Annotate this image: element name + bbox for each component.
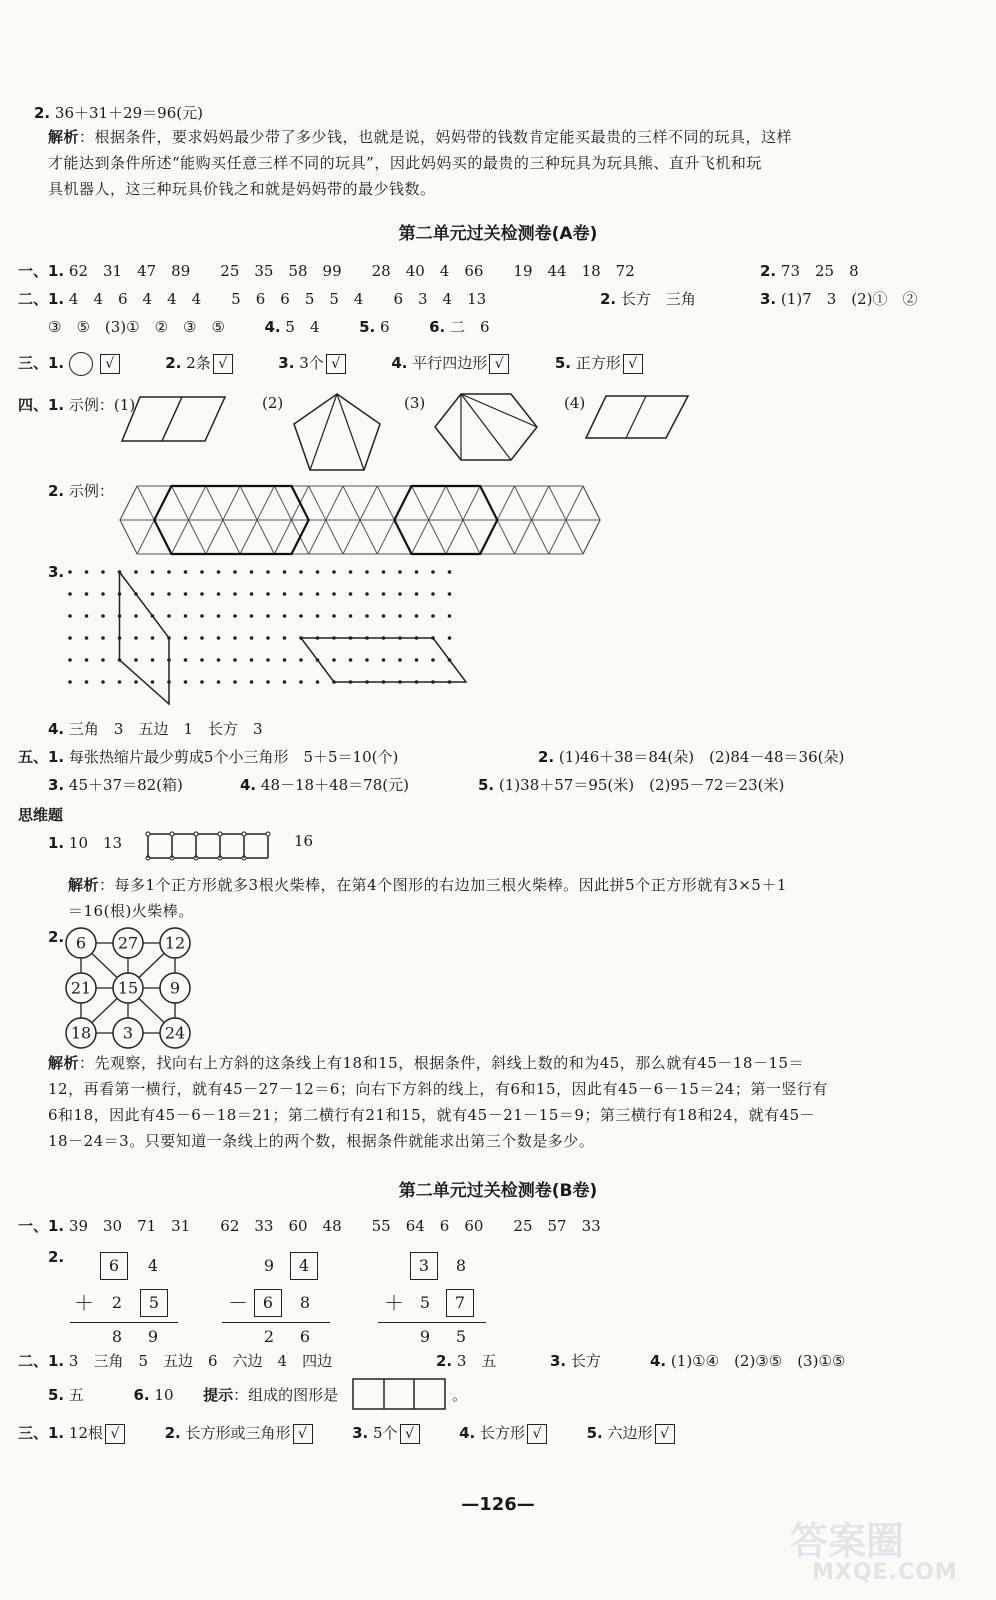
- row-head: 一、1.: [18, 1217, 65, 1235]
- answer: 6: [380, 318, 390, 336]
- answer: 3 三角 5 五边 6 六边 4 四边: [68, 1352, 333, 1370]
- analysis-line: 18－24＝3。只要知道一条线上的两个数，根据条件就能求出第三个数是多少。: [48, 1132, 595, 1150]
- question-number: 2.: [48, 928, 65, 946]
- row-values: 62 31 47 89 25 35 58 99 28 40 4 66 19 44 18 72: [68, 262, 635, 280]
- digit: 8: [111, 1327, 123, 1346]
- check-box: √: [489, 354, 509, 374]
- section-a-title: 第二单元过关检测卷(A卷): [398, 224, 598, 244]
- svg-text:18: 18: [70, 1023, 92, 1043]
- svg-text:21: 21: [70, 978, 92, 998]
- answer: 5个: [373, 1424, 398, 1442]
- a-row-2-q2: [600, 288, 696, 309]
- analysis-line: ＝16(根)火柴棒。: [68, 902, 194, 920]
- period: 。: [452, 1386, 468, 1404]
- svg-text:24: 24: [164, 1023, 186, 1043]
- a-row-9: [18, 746, 398, 767]
- watermark-logo: 答案圈: [790, 1519, 905, 1563]
- row-head: 二、1.: [18, 290, 65, 308]
- answer: 二 6: [450, 318, 490, 336]
- a-row-8: [48, 718, 263, 739]
- answer: 长方: [570, 1352, 601, 1370]
- operator: ＋: [74, 1291, 94, 1315]
- analysis-line: 6和18，因此有45－6－18＝21；第二横行有21和15，就有45－21－15＝9；第三横行有18和24，就有45－: [48, 1106, 816, 1124]
- digit: 6: [299, 1327, 311, 1346]
- analysis-line: 才能达到条件所述“能购买任意三样不同的玩具”，因此妈妈买的最贵的三种玩具为玩具熊、直升飞机和玩: [48, 154, 762, 172]
- answer-box: 6: [254, 1289, 282, 1317]
- answer: 三角 3 五边 1 长方 3: [68, 720, 263, 738]
- digit: 5: [455, 1327, 467, 1346]
- b-row-4: [48, 1384, 338, 1405]
- figure-parallelogram-split-2: [584, 394, 690, 440]
- matchstick-squares: [146, 830, 276, 864]
- row-head: 五、1.: [18, 748, 65, 766]
- a-row-10-q5: [478, 774, 784, 795]
- row-head: 二、1.: [18, 1352, 65, 1370]
- answer: 3个: [299, 354, 324, 372]
- b-row-5: [18, 1422, 675, 1444]
- a-row-6: [48, 480, 114, 501]
- grid-number-node: [66, 928, 96, 958]
- check-box: √: [213, 354, 233, 374]
- svg-text:12: 12: [164, 933, 186, 953]
- a-row-5-head: [18, 394, 135, 415]
- hint-label: 提示: [203, 1386, 234, 1404]
- grid-number-node: [66, 1018, 96, 1048]
- composed-rectangle-figure: [352, 1378, 448, 1410]
- operator: ＋: [384, 1291, 404, 1315]
- sum-line: [378, 1322, 486, 1323]
- question-number: 4.: [240, 776, 257, 794]
- question-number: 5.: [478, 776, 495, 794]
- question-number: 4.: [264, 318, 281, 336]
- question-number: 4.: [391, 354, 408, 372]
- row-head: 四、1.: [18, 396, 65, 414]
- section-b-title: 第二单元过关检测卷(B卷): [398, 1181, 598, 1201]
- grid-number-node: [113, 973, 143, 1003]
- answer: 长方 三角: [620, 290, 696, 308]
- check-box: √: [105, 1424, 125, 1444]
- digit: 5: [419, 1293, 431, 1312]
- triangle-strip: [120, 484, 605, 554]
- row-head: 三、1.: [18, 1424, 65, 1442]
- figure-label: (4): [564, 394, 586, 412]
- analysis-line: 具机器人，这三种玩具价钱之和就是妈妈带的最少钱数。: [48, 180, 436, 198]
- digit: 8: [455, 1256, 467, 1275]
- b-row-3-q2: [436, 1350, 496, 1371]
- question-number: 6.: [429, 318, 446, 336]
- question-number: 3.: [48, 776, 65, 794]
- question-number: 2.: [165, 354, 182, 372]
- check-box: √: [100, 354, 120, 374]
- example-label: 示例：(1): [68, 396, 136, 414]
- question-number: 2.: [600, 290, 617, 308]
- question-number: 5.: [48, 1386, 65, 1404]
- answer: (1)7 3 (2)① ②: [780, 290, 918, 308]
- analysis-line: 12，再看第一横行，就有45－27－12＝6；向右下方斜的线上，有6和15，因此有45－6－15＝24；第一竖行有: [48, 1080, 828, 1098]
- check-box: √: [326, 354, 346, 374]
- check-box: √: [623, 354, 643, 374]
- grid-number-node: [113, 1018, 143, 1048]
- answer: 45＋37＝82(箱): [68, 776, 183, 794]
- row-head: 一、1.: [18, 262, 65, 280]
- digit: 9: [419, 1327, 431, 1346]
- thinking-title: 思维题: [18, 806, 64, 824]
- a-row-4: [18, 352, 643, 376]
- a-row-1: [18, 260, 635, 281]
- a-row-2-q3: [760, 288, 918, 309]
- analysis-line: ：根据条件，要求妈妈最少带了多少钱，也就是说，妈妈带的钱数肯定能买最贵的三样不同的玩具，这样: [79, 128, 793, 146]
- figure-label: (2): [262, 394, 284, 412]
- answer: 3 五: [456, 1352, 497, 1370]
- digit: 9: [147, 1327, 159, 1346]
- grid-number-node: [160, 973, 190, 1003]
- b-row-1: [18, 1215, 601, 1236]
- question-number: 6.: [133, 1386, 150, 1404]
- number-circle-grid: [64, 926, 196, 1050]
- question-number: 2.: [760, 262, 777, 280]
- circle-shape: [69, 352, 93, 376]
- analysis-line: ：先观察，找向右上方斜的这条线上有18和15，根据条件，斜线上数的和为45，那么就有45－18－15＝: [79, 1054, 805, 1072]
- answer: 2条: [186, 354, 211, 372]
- check-box: √: [400, 1424, 420, 1444]
- question-number: 5.: [586, 1424, 603, 1442]
- question-number: 4.: [650, 1352, 667, 1370]
- question-number: 1.: [48, 834, 65, 852]
- answer: 48－18＋48＝78(元): [260, 776, 409, 794]
- answer: (1)46＋38＝84(朵) (2)84－48＝36(朵): [558, 748, 845, 766]
- answer-box: 3: [410, 1252, 438, 1280]
- analysis-line: ：每多1个正方形就多3根火柴棒，在第4个图形的右边加三根火柴棒。因此拼5个正方形就有3×5＋1: [99, 876, 787, 894]
- example-label: 示例：: [68, 482, 114, 500]
- page-number: —126—: [461, 1494, 535, 1515]
- answer: 平行四边形: [412, 354, 488, 372]
- svg-text:6: 6: [75, 933, 87, 953]
- question-number: 2.: [538, 748, 555, 766]
- row-head: 三、1.: [18, 354, 65, 372]
- check-box: √: [527, 1424, 547, 1444]
- figure-pentagon-split: [292, 392, 382, 474]
- thinking-q1: [48, 832, 122, 853]
- dot-grid-figure: [66, 570, 466, 710]
- grid-number-node: [160, 1018, 190, 1048]
- svg-text:27: 27: [117, 933, 139, 953]
- answer-box: 5: [140, 1289, 168, 1317]
- a-row-10: [48, 774, 183, 795]
- analysis-label: 解析: [48, 128, 80, 146]
- figure-label: (3): [404, 394, 426, 412]
- digit: 4: [147, 1256, 159, 1275]
- answer: 长方形或三角形: [185, 1424, 291, 1442]
- check-box: √: [293, 1424, 313, 1444]
- answer: (1)①④ (2)③⑤ (3)①⑤: [670, 1352, 846, 1370]
- answer-box: 4: [290, 1252, 318, 1280]
- question-number: 4.: [48, 720, 65, 738]
- answer-box: 6: [100, 1252, 128, 1280]
- b-row-3-q3: [550, 1350, 601, 1371]
- question-number: 2.: [48, 1248, 65, 1266]
- question-number: 2.: [48, 482, 65, 500]
- top-analysis: [48, 124, 968, 202]
- question-number: 3.: [278, 354, 295, 372]
- question-number: 5.: [554, 354, 571, 372]
- b-row-3-q4: [650, 1350, 845, 1371]
- question-number: 3.: [352, 1424, 369, 1442]
- figure-parallelogram-split: [120, 395, 230, 445]
- hint-text: ：组成的图形是: [233, 1386, 339, 1404]
- a-row-1-q2: [760, 260, 859, 281]
- answer: 五: [68, 1386, 84, 1404]
- answer: 16: [294, 832, 314, 850]
- svg-text:9: 9: [169, 978, 181, 998]
- row-values: ③ ⑤ (3)① ② ③ ⑤: [48, 318, 225, 336]
- question-number: 4.: [459, 1424, 476, 1442]
- answer: 10: [154, 1386, 174, 1404]
- difference-line: [222, 1322, 330, 1323]
- question-number: 3.: [760, 290, 777, 308]
- row-values: 4 4 6 4 4 4 5 6 6 5 5 4 6 3 4 13: [68, 290, 487, 308]
- answer: 73 25 8: [780, 262, 859, 280]
- answer: 10 13: [68, 834, 123, 852]
- answer: 六边形: [607, 1424, 653, 1442]
- a-row-3: [48, 316, 490, 337]
- question-number: 5.: [359, 318, 376, 336]
- digit: 2: [111, 1293, 123, 1312]
- answer: 5 4: [285, 318, 320, 336]
- operator: －: [228, 1291, 248, 1315]
- question-number: 3.: [48, 563, 65, 581]
- digit: 9: [263, 1256, 275, 1275]
- a-row-9-q2: [538, 746, 844, 767]
- answer: 长方形: [480, 1424, 526, 1442]
- a-row-2: [18, 288, 486, 309]
- digit: 8: [299, 1293, 311, 1312]
- analysis-label: 解析: [48, 1054, 80, 1072]
- thinking-analysis-1: [68, 872, 968, 924]
- a-row-10-q4: [240, 774, 409, 795]
- answer: 每张热缩片最少剪成5个小三角形 5＋5＝10(个): [68, 748, 399, 766]
- top-question: [34, 102, 203, 123]
- question-number: 3.: [550, 1352, 567, 1370]
- equation: 36＋31＋29＝96(元): [54, 104, 203, 122]
- answer: 正方形: [575, 354, 621, 372]
- analysis-label: 解析: [68, 876, 100, 894]
- check-box: √: [655, 1424, 675, 1444]
- grid-number-node: [113, 928, 143, 958]
- b-row-3: [18, 1350, 332, 1371]
- thinking-analysis-2: [48, 1050, 972, 1154]
- question-number: 2.: [436, 1352, 453, 1370]
- answer-box: 7: [446, 1289, 474, 1317]
- answer: (1)38＋57＝95(米) (2)95－72＝23(米): [498, 776, 785, 794]
- svg-text:3: 3: [122, 1023, 134, 1043]
- row-values: 39 30 71 31 62 33 60 48 55 64 6 60 25 57 33: [68, 1217, 601, 1235]
- answer: 12根: [68, 1424, 104, 1442]
- grid-number-node: [66, 973, 96, 1003]
- svg-text:15: 15: [117, 978, 139, 998]
- sum-line: [70, 1322, 178, 1323]
- question-number: 2.: [34, 104, 51, 122]
- watermark-url: MXQE.COM: [812, 1560, 958, 1585]
- figure-hexagon-split: [433, 392, 541, 462]
- grid-number-node: [160, 928, 190, 958]
- digit: 2: [263, 1327, 275, 1346]
- question-number: 2.: [164, 1424, 181, 1442]
